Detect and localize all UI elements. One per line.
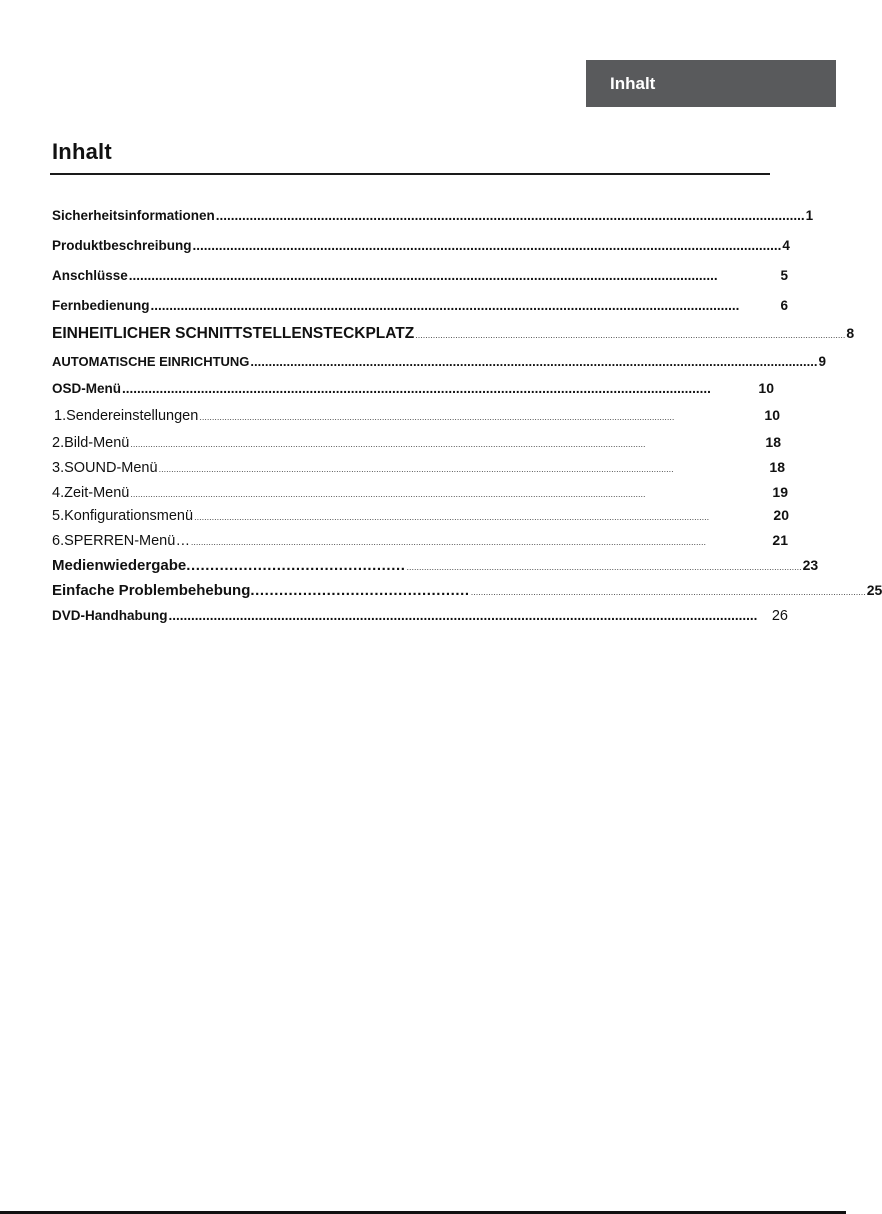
toc-entry-osd-menue[interactable]: [52, 380, 774, 396]
dot-leader-short: ...: [176, 533, 190, 549]
dot-leader: .............................................................................................................................................................: [168, 608, 758, 623]
dot-leader: ..............................................................................................................................................................: [470, 587, 866, 597]
toc-entry-schnittstellensteckplatz[interactable]: [52, 325, 855, 343]
toc-entry-label: 2.Bild-Menü: [52, 435, 130, 451]
toc-entry-label: Fernbedienung: [52, 298, 150, 313]
toc-entry-page: 26: [771, 608, 788, 624]
toc-entry-sperren-menue[interactable]: [52, 532, 788, 549]
dot-leader-bold: ..............................................: [186, 557, 406, 574]
dot-leader: ..............................................................................................................................................................................................................: [130, 489, 646, 499]
toc-entry-page: 9: [818, 354, 826, 369]
dot-leader: .............................................................................................................................................................: [150, 298, 740, 313]
dot-leader-bold: ..............................................: [250, 582, 470, 599]
toc-entry-page: 18: [769, 459, 785, 475]
toc-entry-sicherheitsinformationen[interactable]: [52, 208, 814, 223]
toc-entry-page: 23: [802, 557, 819, 573]
toc-entry-label: 6.SPERREN-Menü: [52, 533, 176, 549]
toc-entry-page: 6: [780, 298, 788, 313]
toc-entry-fernbedienung[interactable]: [52, 298, 788, 313]
toc-entry-page: 8: [846, 325, 855, 341]
dot-leader: .............................................................................................................................................................: [250, 354, 818, 369]
toc-entry-label: Anschlüsse: [52, 268, 128, 283]
dot-leader: .............................................................................................................................................................: [128, 268, 718, 283]
dot-leader: .............................................................................................................................................................: [192, 238, 782, 253]
toc-entry-page: 10: [758, 380, 774, 396]
toc-entry-page: 4: [782, 238, 790, 253]
toc-entry-dvd-handhabung[interactable]: [52, 608, 788, 624]
toc-entry-automatische-einrichtung[interactable]: [52, 354, 826, 369]
toc-entry-label: 1.Sendereinstellungen: [54, 408, 199, 424]
dot-leader: ..............................................................................................................................................................................................................: [130, 439, 646, 449]
toc-entry-label: Einfache Problembehebung: [52, 582, 251, 599]
toc-entry-page: 18: [765, 434, 781, 450]
toc-entry-page: 25: [866, 582, 882, 598]
toc-entry-zeit-menue[interactable]: [52, 484, 788, 501]
toc-entry-label: EINHEITLICHER SCHNITTSTELLENSTECKPLATZ: [52, 325, 415, 342]
toc-entry-bild-menue[interactable]: [52, 434, 781, 451]
dot-leader: .............................................................................................................................................................: [215, 208, 805, 223]
toc-entry-page: 19: [772, 484, 788, 500]
toc-entry-label: DVD-Handhabung: [52, 608, 168, 623]
dot-leader: ..............................................................................................................................................................................................................: [190, 537, 706, 547]
toc-entry-konfigurationsmenue[interactable]: [52, 507, 789, 524]
toc-entry-sendereinstellungen[interactable]: [54, 407, 780, 424]
toc-entry-anschluesse[interactable]: [52, 268, 788, 283]
toc-entry-label: Medienwiedergabe: [52, 557, 187, 574]
dot-leader: .............................................................................................................................................................: [122, 381, 711, 396]
toc-entry-page: 20: [773, 507, 789, 523]
toc-entry-label: Sicherheitsinformationen: [52, 208, 215, 223]
toc-entry-page: 21: [772, 532, 788, 548]
toc-entry-medienwiedergabe[interactable]: [52, 557, 819, 574]
dot-leader: ..............................................................................................................................................................: [406, 562, 802, 572]
dot-leader: ............................................................................................................................................................................: [415, 330, 846, 340]
dot-leader: ..............................................................................................................................................................................................: [199, 412, 675, 422]
toc-entry-label: AUTOMATISCHE EINRICHTUNG: [52, 354, 250, 369]
toc-entry-produktbeschreibung[interactable]: [52, 238, 788, 253]
toc-entry-einfache-problembehebung[interactable]: [52, 582, 882, 599]
toc-entry-label: 4.Zeit-Menü: [52, 485, 130, 501]
header-tab: Inhalt: [586, 60, 836, 107]
toc-entry-label: 5.Konfigurationsmenü: [52, 508, 194, 524]
toc-entry-page: 1: [805, 208, 814, 223]
toc-entry-page: 5: [780, 268, 788, 283]
toc-entry-sound-menue[interactable]: [52, 459, 785, 476]
toc-entry-label: Produktbeschreibung: [52, 238, 192, 253]
dot-leader: ..............................................................................................................................................................................................................: [158, 464, 674, 474]
dot-leader: ..............................................................................................................................................................................................................: [194, 512, 710, 522]
toc-entry-page: 10: [764, 407, 780, 423]
toc-entry-label: OSD-Menü: [52, 381, 121, 396]
toc-entry-label: 3.SOUND-Menü: [52, 460, 158, 476]
title-divider: [50, 173, 770, 175]
page-title: Inhalt: [52, 139, 112, 164]
